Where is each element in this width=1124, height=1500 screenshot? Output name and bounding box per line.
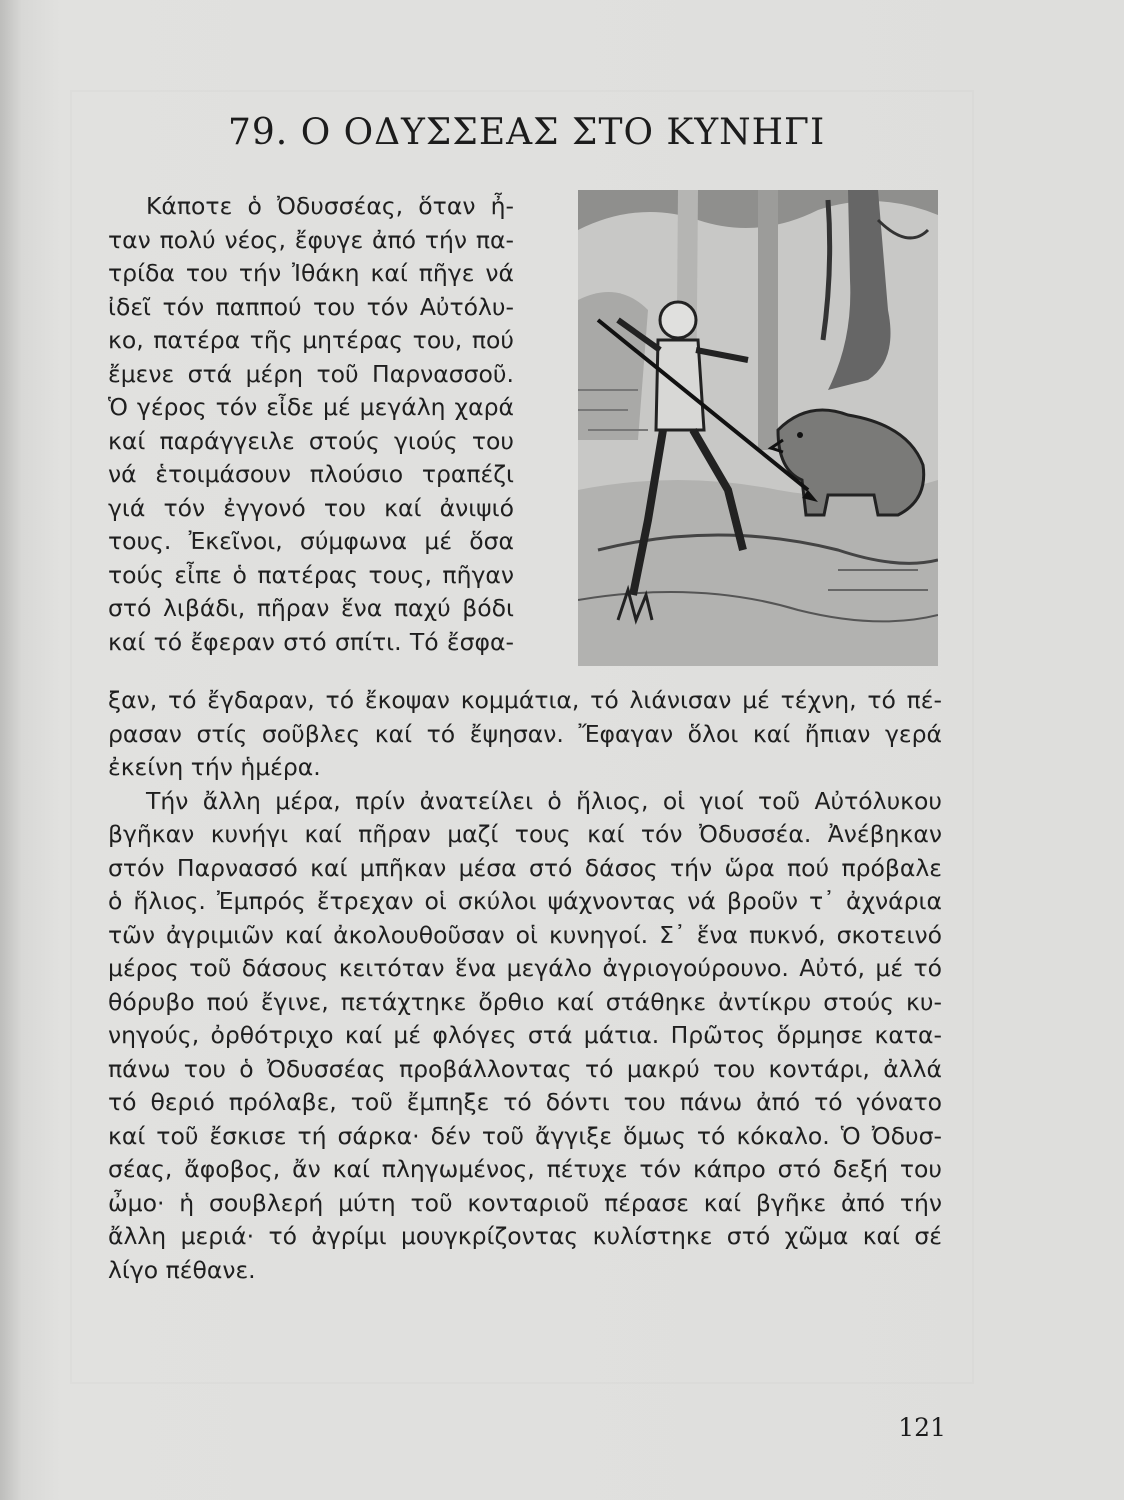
text-line: πάνω του ὁ Ὀδυσσέας προβάλλοντας τό μακρύ του κοντάρι, ἀλλά: [108, 1054, 942, 1083]
text-line: τῶν ἀγριμιῶν καί ἀκολουθοῦσαν οἱ κυνηγοί. Σ᾽ ἕνα πυκνό, σκοτεινό: [108, 920, 942, 949]
text-line: μέρος τοῦ δάσους κειτόταν ἕνα μεγάλο ἀγριογούρουνο. Αὐτό, μέ τό: [108, 954, 942, 982]
text-line: τους. Ἐκεῖνοι, σύμφωνα μέ ὅσα: [108, 527, 514, 555]
text-line: καί τό ἔφεραν στό σπίτι. Τό ἔσφα-: [108, 627, 514, 656]
hunter-boar-illustration-icon: [578, 190, 938, 666]
text-line: στό λιβάδι, πῆραν ἕνα παχύ βόδι: [108, 594, 514, 622]
text-line: τούς εἶπε ὁ πατέρας τους, πῆγαν: [108, 560, 514, 589]
page-number: 121: [898, 1413, 946, 1442]
text-line: θόρυβο πού ἔγινε, πετάχτηκε ὄρθιο καί στάθηκε ἀντίκρυ στούς κυ-: [108, 987, 942, 1016]
text-line: ἄλλη μεριά· τό ἀγρίμι μουγκρίζοντας κυλίστηκε στό χῶμα καί σέ: [108, 1222, 942, 1250]
text-line: ἐκείνη τήν ἡμέρα.: [108, 753, 321, 781]
text-line: καί παράγγειλε στούς γιούς του: [108, 426, 514, 455]
narrow-paragraph: [108, 190, 514, 659]
text-line: ταν πολύ νέος, ἔφυγε ἀπό τήν πα-: [108, 225, 514, 254]
text-line: ξαν, τό ἔγδαραν, τό ἔκοψαν κομμάτια, τό λιάνισαν μέ τέχνη, τό πέ-: [108, 686, 942, 714]
text-line: Κάποτε ὁ Ὀδυσσέας, ὅταν ἦ-: [146, 192, 514, 220]
text-line: Τήν ἄλλη μέρα, πρίν ἀνατείλει ὁ ἥλιος, οἱ γιοί τοῦ Αὐτόλυκου: [146, 786, 942, 815]
text-line: βγῆκαν κυνήγι καί πῆραν μαζί τους καί τόν Ὀδυσσέα. Ἀνέβηκαν: [108, 820, 942, 848]
text-line: κο, πατέρα τῆς μητέρας του, πού: [108, 326, 514, 354]
text-line: ὁ ἥλιος. Ἐμπρός ἔτρεχαν οἱ σκύλοι ψάχνοντας νά βροῦν τ᾽ ἀχνάρια: [108, 887, 942, 915]
text-line: νηγούς, ὀρθότριχο καί μέ φλόγες στά μάτια. Πρῶτος ὅρμησε κατα-: [108, 1021, 942, 1049]
text-line: στόν Παρνασσό καί μπῆκαν μέσα στό δάσος τήν ὥρα πού πρόβαλε: [108, 853, 942, 882]
text-line: ρασαν στίς σοῦβλες καί τό ἔψησαν. Ἔφαγαν ὅλοι καί ἤπιαν γερά: [108, 719, 942, 748]
chapter-title: 79. Ο ΟΔΥΣΣΕΑΣ ΣΤΟ ΚΥΝΗΓΙ: [228, 112, 826, 153]
text-line: γιά τόν ἐγγονό του καί ἀνιψιό: [108, 493, 514, 522]
text-line: καί τοῦ ἔσκισε τή σάρκα· δέν τοῦ ἄγγιξε ὅμως τό κόκαλο. Ὁ Ὀδυσ-: [108, 1121, 942, 1150]
text-line: λίγο πέθανε.: [108, 1255, 256, 1284]
text-line: ὦμο· ἡ σουβλερή μύτη τοῦ κονταριοῦ πέρασε καί βγῆκε ἀπό τήν: [108, 1188, 942, 1217]
text-line: ἔμενε στά μέρη τοῦ Παρνασσοῦ.: [108, 359, 514, 388]
text-line: τό θεριό πρόλαβε, τοῦ ἔμπηξε τό δόντι του πάνω ἀπό τό γόνατο: [108, 1088, 942, 1116]
text-line: νά ἑτοιμάσουν πλούσιο τραπέζι: [108, 460, 514, 488]
wide-paragraph: [108, 684, 942, 1287]
text-line: σέας, ἄφοβος, ἄν καί πληγωμένος, πέτυχε τόν κάπρο στό δεξή του: [108, 1155, 942, 1183]
text-line: Ὁ γέρος τόν εἶδε μέ μεγάλη χαρά: [108, 393, 514, 421]
text-line: τρίδα του τήν Ἰθάκη καί πῆγε νά: [108, 259, 514, 287]
text-line: ἰδεῖ τόν παππού του τόν Αὐτόλυ-: [108, 292, 514, 321]
